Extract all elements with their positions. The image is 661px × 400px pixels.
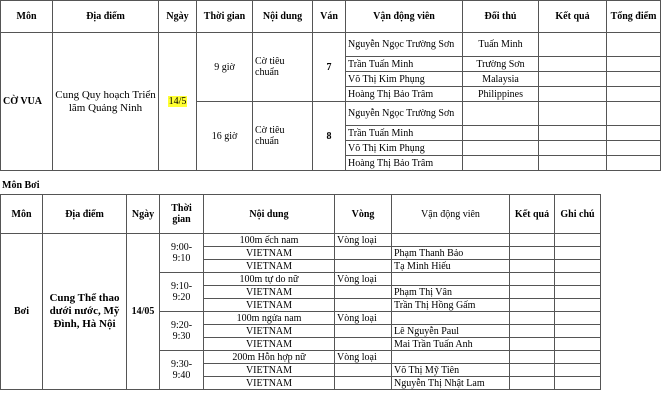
time-cell: 9:30- 9:40 [160, 351, 204, 390]
note-cell [555, 299, 601, 312]
header-cell: Ghi chú [555, 195, 601, 234]
opponent-cell [463, 156, 539, 171]
result-cell [510, 247, 555, 260]
team-cell: VIETNAM [204, 299, 335, 312]
sport-cell: CỜ VUA [1, 33, 53, 171]
content-cell: Cờ tiêu chuẩn [253, 33, 313, 102]
header-cell: Ngày [159, 1, 197, 33]
round-cell: Vòng loại [335, 351, 392, 364]
score-cell [607, 72, 661, 87]
team-cell: VIETNAM [204, 260, 335, 273]
round-cell [335, 325, 392, 338]
athlete-cell: Trần Tuấn Minh [346, 126, 463, 141]
athlete-cell: Trần Thị Hồng Gấm [392, 299, 510, 312]
athlete-cell: Nguyễn Ngọc Trường Sơn [346, 33, 463, 57]
result-cell [510, 273, 555, 286]
chess-schedule-table [0, 0, 661, 171]
header-cell: Kết quả [510, 195, 555, 234]
event-cell: 100m tự do nữ [204, 273, 335, 286]
event-cell: 200m Hỗn hợp nữ [204, 351, 335, 364]
section-title: Môn Bơi [2, 180, 40, 191]
header-cell: Môn [1, 195, 43, 234]
table-row [1, 33, 661, 57]
header-cell: Địa điểm [43, 195, 127, 234]
score-cell [607, 102, 661, 126]
opponent-cell: Trường Sơn [463, 57, 539, 72]
athlete-cell: Nguyễn Ngọc Trường Sơn [346, 102, 463, 126]
team-cell: VIETNAM [204, 338, 335, 351]
athlete-cell [392, 312, 510, 325]
note-cell [555, 351, 601, 364]
date-highlight: 14/5 [168, 96, 187, 107]
athlete-cell: Nguyễn Thị Nhật Lam [392, 377, 510, 390]
date-cell [159, 33, 197, 171]
result-cell [510, 286, 555, 299]
note-cell [555, 247, 601, 260]
result-cell [510, 312, 555, 325]
event-cell: 100m ếch nam [204, 234, 335, 247]
result-cell [539, 87, 607, 102]
note-cell [555, 273, 601, 286]
athlete-cell: Hoàng Thị Bảo Trâm [346, 156, 463, 171]
athlete-cell: Tạ Minh Hiếu [392, 260, 510, 273]
result-cell [539, 72, 607, 87]
header-cell: Địa điểm [53, 1, 159, 33]
score-cell [607, 87, 661, 102]
score-cell [607, 141, 661, 156]
note-cell [555, 260, 601, 273]
result-cell [510, 325, 555, 338]
result-cell [539, 57, 607, 72]
table-header-row [1, 195, 601, 234]
table-header-row [1, 1, 661, 33]
header-cell: Kết quả [539, 1, 607, 33]
result-cell [539, 102, 607, 126]
opponent-cell: Philippines [463, 87, 539, 102]
note-cell [555, 377, 601, 390]
result-cell [539, 156, 607, 171]
note-cell [555, 286, 601, 299]
note-cell [555, 338, 601, 351]
athlete-cell [392, 273, 510, 286]
round-cell [335, 286, 392, 299]
athlete-cell: Hoàng Thị Bảo Trâm [346, 87, 463, 102]
round-cell: Vòng loại [335, 273, 392, 286]
header-cell: Vòng [335, 195, 392, 234]
score-cell [607, 156, 661, 171]
time-cell: 9:00- 9:10 [160, 234, 204, 273]
header-cell: Ván [313, 1, 346, 33]
result-cell [510, 299, 555, 312]
team-cell: VIETNAM [204, 377, 335, 390]
athlete-cell: Trần Tuấn Minh [346, 57, 463, 72]
header-cell: Ngày [127, 195, 160, 234]
athlete-cell: Phạm Thanh Bảo [392, 247, 510, 260]
note-cell [555, 234, 601, 247]
athlete-cell: Phạm Thị Vân [392, 286, 510, 299]
venue-cell: Cung Quy hoạch Triển lãm Quảng Ninh [53, 33, 159, 171]
time-cell: 9:10- 9:20 [160, 273, 204, 312]
result-cell [510, 351, 555, 364]
score-cell [607, 33, 661, 57]
header-cell: Đối thủ [463, 1, 539, 33]
athlete-cell [392, 351, 510, 364]
round-cell [335, 338, 392, 351]
athlete-cell: Lê Nguyễn Paul [392, 325, 510, 338]
round-cell [335, 377, 392, 390]
athlete-cell [392, 234, 510, 247]
result-cell [539, 33, 607, 57]
team-cell: VIETNAM [204, 286, 335, 299]
round-cell [335, 364, 392, 377]
team-cell: VIETNAM [204, 247, 335, 260]
header-cell: Thời gian [197, 1, 253, 33]
header-cell: Thời gian [160, 195, 204, 234]
result-cell [510, 377, 555, 390]
table-row [1, 234, 601, 247]
round-cell: 7 [313, 33, 346, 102]
opponent-cell: Malaysia [463, 72, 539, 87]
swim-schedule-table [0, 194, 601, 390]
athlete-cell: Võ Thị Mỹ Tiên [392, 364, 510, 377]
header-cell: Vận động viên [392, 195, 510, 234]
venue-cell: Cung Thể thao dưới nước, Mỹ Đình, Hà Nội [43, 234, 127, 390]
team-cell: VIETNAM [204, 325, 335, 338]
result-cell [510, 338, 555, 351]
round-cell: Vòng loại [335, 312, 392, 325]
round-cell: Vòng loại [335, 234, 392, 247]
event-cell: 100m ngửa nam [204, 312, 335, 325]
round-cell: 8 [313, 102, 346, 171]
result-cell [539, 141, 607, 156]
athlete-cell: Mai Trần Tuấn Anh [392, 338, 510, 351]
header-cell: Tổng điểm [607, 1, 661, 33]
score-cell [607, 126, 661, 141]
result-cell [539, 126, 607, 141]
round-cell [335, 247, 392, 260]
date-cell: 14/05 [127, 234, 160, 390]
athlete-cell: Võ Thị Kim Phụng [346, 72, 463, 87]
time-cell: 9 giờ [197, 33, 253, 102]
athlete-cell: Võ Thị Kim Phụng [346, 141, 463, 156]
content-cell: Cờ tiêu chuẩn [253, 102, 313, 171]
opponent-cell: Tuấn Minh [463, 33, 539, 57]
note-cell [555, 364, 601, 377]
opponent-cell [463, 126, 539, 141]
header-cell: Nội dung [204, 195, 335, 234]
result-cell [510, 234, 555, 247]
result-cell [510, 260, 555, 273]
time-cell: 16 giờ [197, 102, 253, 171]
opponent-cell [463, 141, 539, 156]
note-cell [555, 325, 601, 338]
score-cell [607, 57, 661, 72]
header-cell: Vận động viên [346, 1, 463, 33]
result-cell [510, 364, 555, 377]
header-cell: Môn [1, 1, 53, 33]
time-cell: 9:20- 9:30 [160, 312, 204, 351]
round-cell [335, 299, 392, 312]
header-cell: Nội dung [253, 1, 313, 33]
team-cell: VIETNAM [204, 364, 335, 377]
opponent-cell [463, 102, 539, 126]
note-cell [555, 312, 601, 325]
sport-cell: Bơi [1, 234, 43, 390]
round-cell [335, 260, 392, 273]
